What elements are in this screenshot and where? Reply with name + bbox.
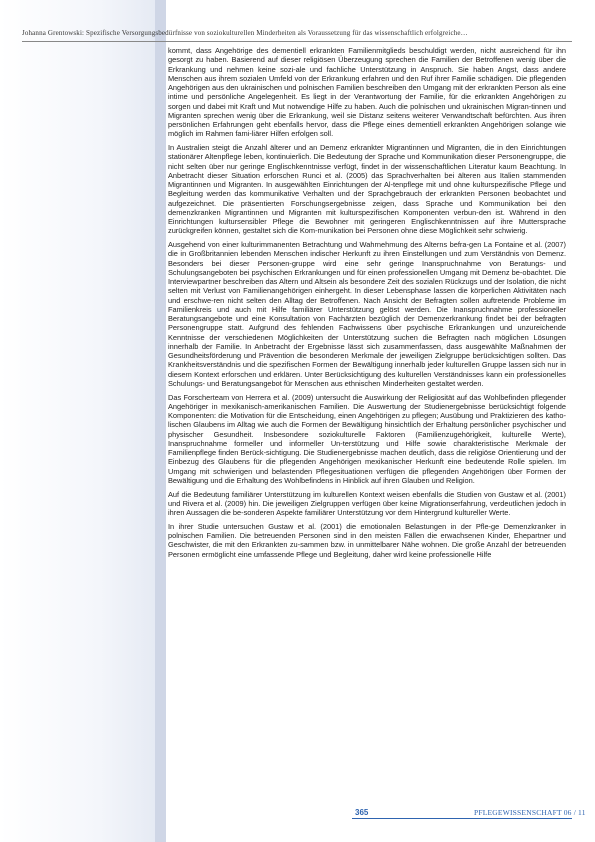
paragraph: Das Forscherteam von Herrera et al. (2009) untersucht die Auswirkung der Religiosität auf das Wohlbefinden pflegender Angehöriger in mexikanisch-amerikanischen Familien. Die Auswertung der Studienergebnisse berücksichtigt folgende Komponenten: die Motivation für die Entscheidung, einen Angehörigen zu pflegen; Ausübung und Praktizieren des katho-lischen Glaubens im Alltag wie auch die Formen der Bewältigung hinsichtlich der Erhaltung persönlicher psychischer und physischer Gesundheit. Insbesondere soziokulturelle Faktoren (Familienzugehörigkeit, kulturelle Werte), Inanspruchnahme formeller und informeller Un-terstützung und Hilfe sowie charakteristische Merkmale der Familienpflege finden Berück-sichtigung. Die Studienergebnisse machen deutlich, dass die religiöse Orientierung und der Einbezug des Glaubens für die pflegenden Angehörigen mexikanischer Herkunft eine bedeutende Rolle spielen. Im Umgang mit schwierigen und belastenden Pflegesituationen verfügen die pflegenden Angehörigen über Formen der Bewältigung und die Erhaltung des Wohlbefindens in Hinblick auf ihren Glauben und Religion. xyxy=(168,392,566,485)
journal-name: PFLEGEWISSENSCHAFT 06 / 11 xyxy=(474,808,586,817)
paragraph: kommt, dass Angehörige des dementiell erkrankten Familienmitglieds beschuldigt werden, nicht ausreichend für ihn gesorgt zu haben. Basierend auf dieser religiösen Überzeugung sprechen die Familien der Betroffenen wenig über die Erkrankung und nehmen keine sozi-ale und fachliche Unterstützung in Anspruch. Sie haben Angst, dass andere Menschen aus ihrem sozialen Umfeld von der Erkrankung erfahren und den Ruf ihrer Familie schädigen. Die pflegenden Angehörigen aus den ukrainischen und polnischen Familien beschreiben den Umgang mit der erkrankten Person als eine intime und persönliche Angelegenheit. Es liegt in der Verantwortung der Familie, für die erkrankten Angehörigen zu sorgen und dabei mit Kraft und Mut notwendige Hilfe zu haben. Auch die polnischen und ukrainischen Migran-tinnen und Migranten sprechen wenig über die Erkrankung, weil sie Distanz seitens weiterer Verwandtschaft befürchten. Aus ihren persönlichen Erfahrungen geht ebenfalls hervor, dass die Pflege eines dementiell erkrankten Angehörigen solange wie möglich im Rahmen fami-liärer Hilfen erfolgen soll. xyxy=(168,46,566,139)
margin-edge-strip xyxy=(155,0,166,842)
page-number: 365 xyxy=(355,808,369,817)
left-margin-band xyxy=(0,0,166,842)
header-rule xyxy=(22,41,572,42)
paragraph: In Australien steigt die Anzahl älterer und an Demenz erkrankter Migrantinnen und Migranten, die in den Einrichtungen stationärer Altenpflege leben, kontinuierlich. Die Bedeutung der Sprache und Kommunikation dieser Personengruppe, die nicht selten über nur geringe Englischkenntnisse verfügt, findet in der wissenschaftlichen Literatur kaum Beachtung. In Anbetracht dieser Situation erforschen Runci et al. (2005) das Sprachverhalten bei älteren aus Italien stammenden Migrantinnen und Migranten. In ausgewählten Einrichtungen der Al-tenpflege mit und ohne kulturspezifische Pflege und Begleitung werden das kommunikative Verhalten und der Sprachgebrauch der erkrankten Personen beobachtet und aufgezeichnet. Die präsentierten Forschungsergebnisse zeigen, dass Sprache und Kommunikation bei den demenzkranken Migrantinnen und Migranten mit kulturspezifischen Komponenten verbun-den ist. Während in den Einrichtungen kultursensibler Pflege die Bewohner mit geringeren Englischkenntnissen auf ihre Muttersprache zurückgreifen können, gestaltet sich die Kom-munikation bei Personen ohne diese Möglichkeit sehr schwierig. xyxy=(168,143,566,236)
paragraph: Ausgehend von einer kulturimmanenten Betrachtung und Wahrnehmung des Alterns befra-gen La Fontaine et al. (2007) die in Großbritannien lebenden Menschen indischer Herkunft zu ihren Einstellungen und zum Verständnis von Demenz. Besonders bei dieser Personen-gruppe wird eine sehr geringe Inanspruchnahme von Beratungs- und Schulungsangeboten bei psychischen Erkrankungen und für einen professionellen Umgang mit Demenz be-obachtet. Die Interviewpartner beschreiben das Altern und Altsein als besondere Zeit des sozialen Rückzugs und der Isolation, die nicht selten mit Verlust von Familienangehörigen einhergeht. In dieser Lebensphase lassen die körperlichen Aktivitäten nach und erschwe-ren nicht selten den Alltag der Betroffenen. Nach Ansicht der Befragten sollen auftretende Probleme im Familienkreis und auch mit Hilfe familiärer Unterstützung gelöst werden. Die Inanspruchnahme professioneller Beratungsangebote und eine Konsultation von Fachärzten bezüglich der Demenzerkrankung findet bei der befragten Personengruppe statt. Aufgrund des fehlenden Fachwissens über psychische Erkrankungen und unzureichende Kenntnisse der verschiedenen Möglichkeiten der Unterstützung suchen die Befragten nach möglichen Lösungen innerhalb der Familie. In Anbetracht der Ergebnisse lässt sich zusammenfassen, dass ausgewählte Maßnahmen der Gesundheitsförderung und Prävention die besonderen Merkmale der jeweiligen Zielgruppe berücksichtigen sollten. Das Krankheitsverständnis und die spezifischen Formen der Bewältigung innerhalb jeder kulturellen Gruppe lassen sich nur in diesem Kontext erforschen und erklären. Unter Berücksichtigung des kulturellen Verständnisses kann ein professionelles Schulungs- und Beratungsangebot für Menschen aus ethnischen Minderheiten gestaltet werden. xyxy=(168,240,566,388)
paragraph: Auf die Bedeutung familiärer Unterstützung im kulturellen Kontext weisen ebenfalls die Studien von Gustaw et al. (2001) und Rivera et al. (2009) hin. Die jeweiligen Zielgruppen verfügen über keine Migrationserfahrung, verdeutlichen jedoch in ihren Aussagen die be-sonderen Aspekte familiärer Unterstützung vor dem Hintergrund kultureller Werte. xyxy=(168,489,566,517)
footer-accent-rule xyxy=(352,818,572,819)
paragraph: In ihrer Studie untersuchen Gustaw et al. (2001) die emotionalen Belastungen in der Pfle-ge Demenzkranker in polnischen Familien. Die betreuenden Personen sind in den meisten Fällen die erwachsenen Kinder, Ehepartner und Geschwister, die mit den Erkrankten zu-sammen bzw. in unmittelbarer Nähe wohnen. Die große Anzahl der betreuenden Personen ermöglicht eine umfassende Pflege und Begleitung, daher wird keine professionelle Hilfe xyxy=(168,521,566,559)
running-header: Johanna Grentowski: Spezifische Versorgungsbedürfnisse von soziokulturellen Minderheiten als Voraussetzung für das wissenschaftlich erfolgreiche… xyxy=(22,29,468,37)
article-body xyxy=(168,46,566,826)
